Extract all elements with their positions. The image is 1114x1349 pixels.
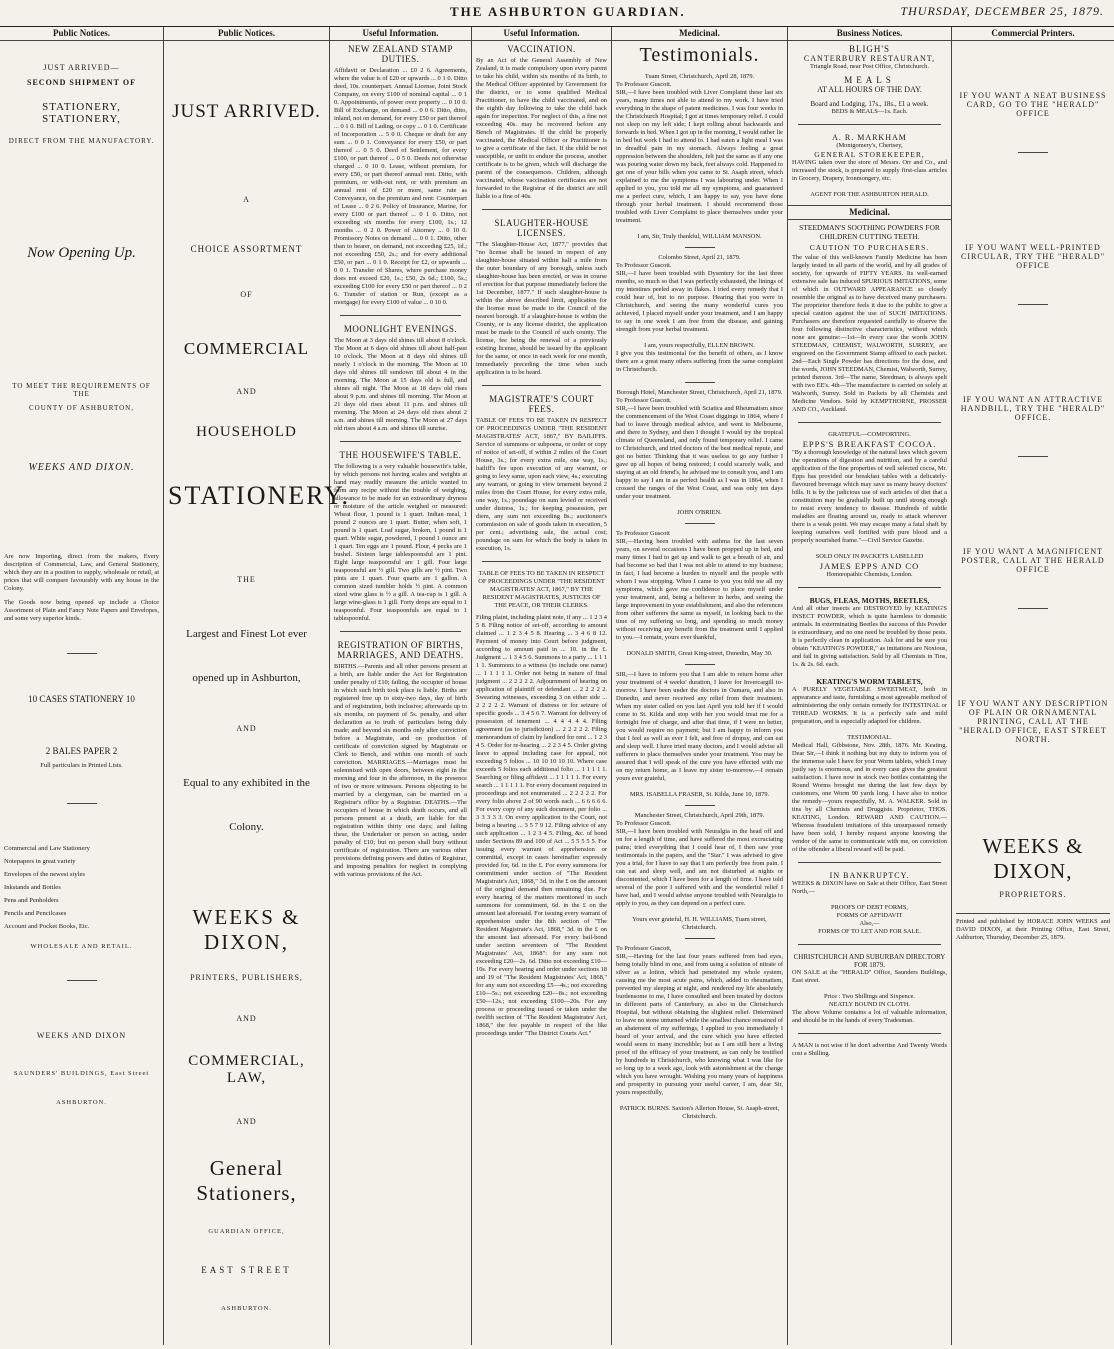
epps-company: JAMES EPPS AND CO — [819, 561, 920, 571]
moonlight-text: The Moon at 3 days old shines till about 8 o'clock. The Moon at 6 days old shines till about half-past 10 o'clock. The Moon at 8 days old shines till nearly 1 o'clock in the morning. The Moon at 10 days old shines till sundown till about 4 in the morning. The Moon at 15 days old is full, and shines all night. The Moon at 18 days old rises about 9 p.m. and shines till morning. The Moon at 21 days old rises about 11 p.m. and shines till morning. The Moon at 24 days old rises about 2 a.m. and shines till morning. The Moon at 27 days old rises about 4 a.m. and shines till sunrise. — [334, 337, 467, 432]
slaughter-text: "The Slaughter-House Act, 1877," provides that "no license shall be issued in respect of any slaughter-house situated within half a mile from the outer boundary of any borough, unless such slaughter-house has been erected, or was in course of erection for that purpose immediately before the 1st December, 1877." If such slaughter-house is within the above described limit, application for the license must be made to the Council of the nearest borough. If a slaughter-house is within the County, or is any license district, the application must be made to the Council of such county. The license, fee being the renewal of a previously existing license, should be issued by the applicant for the same, or once in each week for one month, immediately preceding the time when such application is to be heard. — [476, 241, 607, 376]
divider — [1018, 456, 1048, 457]
divider — [1018, 608, 1048, 609]
testimonial-to: To Professor Guscott — [616, 530, 670, 537]
advertise-text: A MAN is not wise if he don't advertise And Twenty Words cost a Shilling. — [792, 1042, 947, 1057]
direct-manufactory: DIRECT FROM THE MANUFACTORY. — [8, 137, 155, 145]
testimonial-signature: DONALD SMITH, Great King-street, Dunedin, May 30. — [626, 650, 773, 657]
testimonial-address: Colombo Street, April 21, 1879. — [658, 254, 741, 261]
wholesale-retail: WHOLESALE AND RETAIL. — [30, 943, 133, 950]
commercial-heading: COMMERCIAL — [183, 339, 310, 358]
text-and: AND — [236, 387, 257, 396]
text-of: OF — [240, 290, 253, 299]
stationery-heading: STATIONERY. — [168, 481, 350, 510]
testimonial-label: TESTIMONIAL. — [847, 734, 892, 741]
neatly-bound: NEATLY BOUND IN CLOTH. — [828, 1001, 911, 1008]
printing-ad: IF YOU WANT A MAGNIFICENT POSTER, CALL AT THE HERALD OFFICE — [961, 547, 1105, 574]
divider — [798, 944, 941, 945]
fees-table-text: Filing plaint, including plaint note, if any ... 1 2 3 4 5 8. Filing notice of set-off, according to amount claimed ... 1 2 3 4 5 8. Hearing ... 3 4 6 8 12. Payment of money into Court before judgment, according to amount paid in ... 10. in the £. Judgment ... 1 3 4 5 6. Summons to a party ... 1 1 1 1 1. Summons to a witness (to include one name) ... 1 1 1 1 1. Order not being in nature of final judgment ... 2 2 2 2 2. Adjournment of hearing on application of plaintiff or defendant ... 2 2 2 2 2. Swearing witnesses, exceeding 3 on either side ... 2 2 2 2 2. Warrant of distress or for seizure of specific goods ... 3 4 5 6 7. Warrant for delivery of possession of tenement ... 4 4 4 4 4. Filing agreement (as to jurisdiction) ... 2 2 2 2 2. Filing memorandum of claim by landlord for rent ... 1 2 3 4 5. Order for re-hearing ... 2 2 3 4 5. Order giving leave to appeal including case for appeal, not exceeding 5 folios ... 10 10 10 10 10. Where case exceeds 5 folios each additional folio ... 1 1 1 1 1. Searching or filing affidavit ... 1 1 1 1 1. For every search ... 1 1 1 1 1. For every document required in proceedings and not enumerated ... 2 2 2 2 2. For every folio above 2 of 90 words each ... 6 6 6 6 6. For every copy of any such document, per folio ... 3 3 3 3 3. On every application to the Court, not being a hearing ... 3 5 7 9 12. Filing advice of any such application ... 1 2 3 4 5. Filing, &c. of bond under Sections 89 and 100 of Act ... 5 5 5 5 5. For issuing every warrant of apprehension or committal, except in cases hereinafter expressly provided for, 6d. in the £. For every summons for commitment under section of "The Resident Magistrate's Act, 1868," 3d. in the £ on the amount of the original demand then remaining due. For every hearing of the matters mentioned in such summons for commitment, 6d. in the £ on the amount last aforesaid. For issuing every warrant of apprehension under the 8th section of "The Resident Magistrate's Act, 1868," 3d. in the £ on the amount last aforesaid. For every bail-bond under section seventeen of "The Resident Magistrates' Act, 1868": for any sum not exceeding £20—2s. 6d. Ditto not exceeding £10—10s. For every hearing and order under sections 18 and 19 of "The Resident Magistrates' Act, 1868," for any sum not exceeding £5—4s.; not exceeding £10—5s.; not exceeding £20—8s.; not exceeding £50—12s.; not exceeding £100—20s. For any process or proceeding issued or taken under the twelfth section of "The Resident Magistrates' Act, 1868," the fee payable in respect of the like proceedings under "The District Courts Act." — [476, 614, 607, 1037]
worm-tablets-title: KEATING'S WORM TABLETS, — [816, 677, 923, 686]
bankruptcy-title: IN BANKRUPTCY. — [829, 871, 910, 880]
divider — [340, 315, 461, 316]
divider — [685, 382, 715, 383]
list-item: Commercial and Law Stationery — [4, 845, 90, 852]
vaccination-title: VACCINATION. — [507, 44, 576, 54]
stationery-list — [4, 842, 159, 933]
sold-only: SOLD ONLY IN PACKETS LABELLED — [815, 553, 924, 560]
divider — [482, 561, 601, 562]
testimonial-text: SIR,—Having for the last four years suffered from bad eyes, being totally blind in one, and from using a solution of nitrate of silver as a lotion, which had penetrated my whole system, causing me the most acute pains, which, added to rheumatism, prevented my sleeping at night, and rendered my life absolutely burdensome to me, I have consulted and been treated by doctors in different parts of Canterbury, as also in the Christchurch Hospital, but without obtaining the slightest relief. Determined to leave no stone unturned while the smallest chance remained of an abatement of my sufferings, I applied to you immediately I heard of your arrival, and the cure which you have effected would seem to many incredible; but as I am still here a living proof of the efficacy of your treatment, as can only be testified by hundreds in Christchurch, who knowing what I was like for so long up to a week ago, look with astonishment at the change which you have wrought. Wishing you many years of happiness and prosperity in pursuing your useful career, I am, dear Sir, yours respectfully, — [616, 953, 783, 1096]
testimonial-text: SIR,—I have been troubled with Dysentery for the last three months, so much so that I was perfectly exhausted, the linings of my intestines peeled away in flakes. I tried every remedy that I could hear of, but to no purpose. Hearing that you were in Christchurch, and seeing the many wonderful cures you achieved, I placed myself under your treatment, and I am happy to say in one week I am free from the disease, and gaining strength from your herbal treatment. — [616, 270, 783, 333]
choice-assortment: CHOICE ASSORTMENT — [190, 244, 303, 254]
weeks-dixon-heading: WEEKS & DIXON, — [192, 905, 301, 954]
all-hours: AT ALL HOURS OF THE DAY. — [817, 85, 922, 94]
printers-publishers: PRINTERS, PUBLISHERS, — [190, 973, 303, 982]
text-the: THE — [237, 575, 256, 584]
stamp-duties-text: Affidavit or Declaration ... £0 2 6. Agreements, where the value is of £20 or upwards ... 0 1 0. Ditto deed, 10s. counterpart. Annual License, Joint Stock Company, on every £100 of nominal capital ... 0 1 0. Appointments, of power over property ... 0 10 0. Bill of Exchange, on demand ... 0 0 6. Ditto, ditto, inland, not on demand, for every £50 or part thereof ... 0 1 0. Bill of Lading, or copy ... 0 1 0. Certificate of Incorporation ... 5 0 0. Cheque or draft for any sum ... 0 0 1. Conveyance for every £50, or part thereof ... 0 5 0. Deed of Settlement, for every £100, or part thereof ... 0 5 0. Deeds not otherwise charged ... 0 10 0. Lease, without premium, for every £50, or part thereof annual rent. Ditto, with premium, or with-out rent, or with premium an annual rent of £20 or more, same rate as Conveyance, on the premium and rent: Counterpart of Lease ... 0 2 6. Policy of Insurance, Marine, for every £100 or part thereof ... 0 1 0. Ditto, not exceeding six months for every £100, 1s.; 12 months ... 0 2 0. Power of Attorney ... 0 10 0. Promissory Notes on demand ... 0 0 1. Ditto, other than to bearer, on demand, not exceeding £25, 1d.; not exceeding £50, 2s.; and for every additional £50, or part ... 0 1 0. Receipt for £2, or upwards ... 0 0 1. Transfer of Shares, where purchase money does not exceed £20, 1s.; £50, 2s 6d.; £100, 5s.; exceeding £100 for every £50 or part thereof ... 0 2 6. Transfer of station or Run, (except as a mortgage) for every £100 of value ... 0 10 0. — [334, 67, 467, 306]
restaurant-address: Triangle Road, near Post Office, Christchurch. — [810, 63, 929, 70]
household-heading: HOUSEHOLD — [196, 424, 297, 440]
worm-testimonial: Medical Hall, Gibbstone, Nov. 28th, 1876. Mr. Keating. Dear Sir,—I think it nothing but my duty to inform you of the immense sale I have for your Worm tablets, which I may justly say is enormous, and in every case gives the greatest satisfaction. I have now in stock two bottles containing the Round Worms brought me during the last few days by customers, one Worm 90 yards long. I have also to notice the remedy—yours respectfully, M. A. WALKER. Sold in tins by all Chemists and Druggists. Proprietor, THOS. KEATING, London. REWARD AND CAUTION.—Whereas fraudulent imitations of this unsurpassed remedy have been sold, I hereby request anyone knowing the vendor of the same to communicate with me, on conviction of the offender a liberal reward will be paid. — [792, 742, 947, 853]
to-meet-requirements: TO MEET THE REQUIREMENTS OF THE — [12, 382, 151, 398]
printing-ad: IF YOU WANT A NEAT BUSINESS CARD, GO TO THE "HERALD" OFFICE — [959, 91, 1107, 118]
testimonial-signature: MRS. ISABELLA FRASER, St. Kilda, June 10, 1879. — [629, 791, 770, 798]
east-street: EAST STREET — [201, 1265, 292, 1275]
equal-to-any: Equal to any exhibited in the — [183, 777, 310, 789]
ashburton: ASHBURTON. — [221, 1305, 272, 1312]
weeks-and-dixon: WEEKS AND DIXON. — [28, 462, 135, 473]
registration-title: REGISTRATION OF BIRTHS, MARRIAGES, AND DEATHS. — [337, 640, 464, 660]
divider — [340, 441, 461, 442]
testimonial-signature: I am, yours respectfully, ELLEN BROWN. — [644, 342, 755, 349]
testimonial-to: To Professor Guscott. — [616, 81, 672, 88]
divider — [482, 385, 601, 386]
now-opening: Now Opening Up. — [27, 245, 136, 261]
grateful-comforting: GRATEFUL—COMFORTING. — [828, 431, 911, 438]
issue-date: THURSDAY, DECEMBER 25, 1879. — [900, 4, 1104, 18]
column-public-notices-2 — [164, 27, 350, 1345]
testimonial-address: Borough Hotel, Manchester Street, Christchurch, April 21, 1879. — [616, 389, 783, 396]
text-a: A — [243, 195, 250, 204]
stamp-duties-title: NEW ZEALAND STAMP DUTIES. — [347, 44, 454, 64]
markham-name: A. R. MARKHAM — [832, 133, 907, 142]
divider — [67, 980, 97, 981]
printing-ad: IF YOU WANT AN ATTRACTIVE HANDBILL, TRY THE "HERALD" OFFICE. — [960, 395, 1106, 422]
second-shipment: SECOND SHIPMENT OF — [27, 78, 136, 87]
stationery-heading: STATIONERY, STATIONERY, — [42, 101, 121, 125]
column-header: Useful Information. — [472, 27, 611, 41]
directory-title: CHRISTCHURCH AND SUBURBAN DIRECTORY FOR 1879. — [793, 953, 946, 969]
testimonial-text: I give you this testimonial for the benefit of others, as I know there are a great many others suffering from the same complaint in Christchurch. — [616, 350, 783, 373]
testimonial-signature: PATRICK BURNS. Saxton's Allerton House, St. Asaph-street, Christchurch. — [619, 1105, 780, 1120]
divider — [482, 209, 601, 210]
list-item: Notepapers in great variety — [4, 858, 76, 865]
list-item: Envelopes of the newest styles — [4, 871, 85, 878]
steedman-title: STEEDMAN'S SOOTHING POWDERS FOR CHILDREN CUTTING TEETH. — [799, 223, 940, 241]
markham-text: HAVING taken over the store of Messrs. Orr and Co., and increased the stock, is prepared to supply first-class articles in Grocery, Drapery, Ironmongery, etc. — [792, 159, 947, 182]
testimonial-text: SIR,—I have been troubled with Neuralgia in the head off and on for a length of time, and have suffered the most excruciating pains; tried everything that I could hear of, I then saw your testimonials in the papers, and the "Star." I was advised to give you a trial, for I have to say that I am perfectly free from pain. I can eat and sleep well, and am not disturbed at nights or discontented, which I have been for a length of time. I have told several of the poor I suffered with and the wonderful relief I have had, and I would advise anyone troubled with Neuralgia to apply to you, as they can depend on a perfect cure. — [616, 828, 783, 907]
bankruptcy-text: WEEKS & DIXON have on Sale at their Office, East Street North,— — [792, 880, 947, 895]
list-item: Pens and Penholders — [4, 897, 59, 904]
court-fees-text: TABLE OF FEES TO BE TAKEN IN RESPECT OF PROCEEDINGS UNDER "THE RESIDENT MAGISTRATES' ACT, 1867," BY BAILIFFS. Service of summons or subpoena, or order or copy of notice of set-off, if within 2 miles of the Court House, 3s.; for every extra mile, one way, 1s.; bailiff's fee upon execution of any warrant, or going to levy same, upon each view, 4s.; executing any warrant, or going to view tenement beyond 2 miles from the Court House, for every extra mile, one way, 1s.; poundage on sum levied or received under distress, 1s.; for keeping possession, per diem, any sum not exceeding 8s.; auctioneer's commission on sale of goods taken in execution, 5 per cent.; advertising sale, the actual cost; poundage on sum for which the body is taken in execution, 1s. — [476, 417, 607, 552]
testimonial-signature: I am, Sir, Truly thankful, WILLIAM MANSON. — [637, 233, 762, 240]
testimonial-to: To Professor Guscott. — [616, 820, 672, 827]
column-useful-information-2 — [472, 27, 612, 1345]
column-public-notices-1 — [0, 27, 164, 1345]
epps-text: "By a thorough knowledge of the natural laws which govern the operations of digestion and nutrition, and by a careful application of the fine properties of well selected cocoa, Mr. Epps has provided our breakfast tables with a delicately-flavoured beverage which may save us many heavy doctors' bills. It is by the judicious use of such articles of diet that a constitution may be gradually built up until strong enough to resist every tendency to disease. Hundreds of subtle maladies are floating around us, ready to attack wherever there is a weak point. We may escape many a fatal shaft by keeping ourselves well fortified with pure blood and a properly nourished frame."—Civil Service Gazette. — [792, 449, 947, 544]
testimonial-text: SIR,—I have been troubled with Liver Complaint these last six years, many times not able to attend to my work. I have tried everything in the shape of patent medicines. I was four weeks in the Christchurch Hospital; I got at times temporary relief. I could not sleep on my left side; I kept rolling about backwards and forwards in bed. When I got up in the morning, I would rather lie in bed but work I had to attend to. I had eaten a light meal I was in dreadful pain in my stomach. Always feeling a great oppression between the shoulders, felt just the same as if any one was pouring water down my back, feet always cold. Happened to get one of your bills when you came to St. Asaph street, which explained to me the symptoms I was labouring under. When I applied to you, you told me all my symptoms, and guaranteed me a perfect cure, which, I am happy to say, you have done through your herbal treatment. I should recommend those troubled with Liver Complaint to place themselves under your treatment. — [616, 89, 783, 224]
agent-herald: AGENT FOR THE ASHBURTON HERALD. — [810, 191, 929, 198]
bales-paper: 2 BALES PAPER 2 — [45, 746, 118, 756]
divider — [685, 664, 715, 665]
meals: MEALS — [844, 75, 895, 85]
imprint: Printed and published by HORACE JOHN WEEKS and DAVID DIXON, at their Printing Office, East Street, Ashburton, Thursday, December 25, 1879. — [956, 913, 1110, 942]
list-item: Inkstands and Bottles — [4, 884, 61, 891]
divider — [685, 247, 715, 248]
vaccination-text: By an Act of the General Assembly of New Zealand, it is made compulsory upon every parent to take his child, within six months of its birth, to the Medical Officer appointed by Government for the district, or to some qualified Medical Practitioner, to have the child vaccinated, and on the eighth day following to take the child back again for inspection. For neglect of this, a fine not exceeding 40s. may be recovered before any Bench of Magistrates. If the child be properly vaccinated, the Medical Officer or Practitioner is to give a certificate of the fact. If the child be not susceptible, or unfit to endure the process, another certificate is to be given, which will discharge the parent of the consequences. Children, although vaccinated, whose vaccination certificates are not forwarded to the Registrar of the district are still liable to a fine of 40s. — [476, 57, 607, 200]
testimonials-title: Testimonials. — [639, 44, 760, 66]
text-and-2: AND — [236, 724, 257, 733]
fees-table-title: TABLE OF FEES TO BE TAKEN IN RESPECT OF PROCEEDINGS UNDER "THE RESIDENT MAGISTRATES' ACT, 1867," BY THE RESIDENT MAGISTRATES, JUSTICES OF THE PEACE, OR THEIR CLERKS. — [478, 570, 605, 609]
text-and-4: AND — [236, 1117, 257, 1126]
proofs-of-debt: PROOFS OF DEBT FORMS, — [831, 904, 908, 911]
printing-ad: IF YOU WANT ANY DESCRIPTION OF PLAIN OR ORNAMENTAL PRINTING, CALL AT THE "HERALD OFFICE, EAST STREET NORTH. — [957, 699, 1109, 744]
medicinal-header: Medicinal. — [788, 205, 951, 220]
testimonial-to: To Professor Guscott. — [616, 262, 672, 269]
caution-title: CAUTION TO PURCHASERS. — [809, 243, 930, 252]
directory-on-sale: ON SALE at the "HERALD" Office, Saunders Buildings, East street. — [792, 969, 947, 984]
just-arrived-heading: JUST ARRIVED. — [172, 101, 321, 122]
column-header: Medicinal. — [612, 27, 787, 41]
column-header: Useful Information. — [330, 27, 471, 41]
beds-meals: BEDS & MEALS—1s. Each. — [831, 108, 908, 115]
proprietors: PROPRIETORS. — [999, 890, 1067, 899]
just-arrived-line: JUST ARRIVED— — [43, 63, 120, 72]
moonlight-title: MOONLIGHT EVENINGS. — [343, 324, 458, 334]
testimonial-text: SIR,—I have to inform you that I am able to return home after your treatment of 4 weeks' duration, I leave for Invercargill to-morrow. I have been under the doctors in Oamaru, and also in Dunedin, and never received any relief from their treatment. When my sister called on you last April you told her if I would come to St. Kilda and stop with her you would treat me for a fortnight free of charge, and after that time, if I were no better, you would require no payment; but I am happy to inform you that I feel as well as ever I felt, and free of dropsy, and can eat and sleep well. I have tried many doctors, and I would advise all sufferers to place themselves under your treatment. You may be assured that I will speak of the cure you have effected with me on my return home, as I leave my sister to-morrow.—I remain yours ever grateful, — [616, 671, 783, 782]
testimonial-address: Tuam Street, Christchurch, April 28, 1879. — [644, 73, 755, 80]
housewife-text: The following is a very valuable housewife's table, by which persons not having scales and weights at hand may readily measure the article wanted to form any recipe without the trouble of weighing, allowance to be made for an extraordinary dryness or moisture of the article weighed or measured: Wheat flour, 1 pound is 1 quart. Indian meal, 1 pound 2 ounces are 1 quart. Butter, when soft, 1 pound is 1 quart. Loaf sugar, broken, 1 pound is 1 quart. White sugar, powdered, 1 pound 1 ounce are 1 quart. Ten eggs are 1 pound. Flour, 4 pecks are 1 bushel. Sixteen large tablespoonsful are 1 pint. Eight large teaspoonsful are 1 gill. Four large teaspoonsful are ½ gill. Two gills are ½ pint. Two pints are 1 quart. Four quarts are 1 gallon. A common sized tumbler holds ½ pint. A common sized wine glass is ½ a gill. A tea-cup is 1 gill. A large wine-glass is 1 gill. Forty drops are equal to 1 teaspoonful. Four teaspoonfuls are equal to 1 tablespoonful. — [334, 463, 467, 622]
forms-to-let: FORMS OF TO LET AND FOR SALE. — [818, 928, 921, 935]
commercial-law: COMMERCIAL, LAW, — [188, 1053, 305, 1086]
opened-up: opened up in Ashburton, — [192, 672, 301, 684]
steedman-text: The value of this well-known Family Medicine has been largely tested in all parts of the world, and by all grades of society, for upwards of FIFTY YEARS. Its well-earned extensive sale has induced SPURIOUS IMITATIONS, some of which in OUTWARD APPEARANCE so closely resemble the original as to have deceived many purchasers. The proprietor therefore feels it due to the public to give a special caution against the use of SUCH IMITATIONS. Purchasers are therefore requested carefully to observe the four following distinctive characteristics, without which none are genuine:—1st—In every case the words JOHN STEEDMAN, CHEMIST, WALWORTH, SURREY, are engraved on the Government Stamp affixed to each packet. 2nd—Each Single Powder has directions for the dose, and the words, JOHN STEEDMAN, Chemist, Walworth, Surrey, printed thereon. 3rd—The name, Steedman, is always spelt with two EE's. 4th—The manufacture is carried on solely at Walworth, Surrey. Sold in Packets by all Chemists and Medicine Vendors. Sold by KEMPTHORNE, PROSSER AND CO., Auckland. — [792, 254, 947, 413]
goods-notice: The Goods now being opened up include a Choice Assortment of Plain and Fancy Note Papers and Envelopes, and some very superior kinds. — [4, 599, 159, 622]
epps-cocoa: EPPS'S BREAKFAST COCOA. — [802, 439, 937, 449]
county-ashburton: COUNTY OF ASHBURTON, — [29, 404, 134, 412]
bugs-title: BUGS, FLEAS, MOTHS, BEETLES, — [809, 596, 930, 605]
column-header: Business Notices. — [788, 27, 951, 41]
volume-text: The above Volume contains a lot of valuable information, and should be in the hands of every Tradesman. — [792, 1009, 947, 1024]
column-header: Public Notices. — [0, 27, 163, 41]
markham-address: (Montgomery's, Chertsey, — [836, 142, 903, 149]
footer-town: ASHBURTON. — [56, 1099, 107, 1106]
slaughter-title: SLAUGHTER-HOUSE LICENSES. — [494, 218, 589, 238]
colony: Colony. — [229, 821, 264, 833]
divider — [798, 587, 941, 588]
divider — [685, 805, 715, 806]
divider — [798, 422, 941, 423]
divider — [1018, 304, 1048, 305]
footer-buildings: SAUNDERS' BUILDINGS, East Street — [13, 1070, 150, 1077]
testimonial-text: SIR,—Having been troubled with asthma for the last seven years, on several occasions I have been propped up in bed, and many times I had to get up and walk to get a breath of air, and had become so bad that I was not able to attend to my business; in fact, I had become a burden to myself and the people with whom I was stopping. When I came to you you told me all my symptoms, which gave me confidence to place myself under your treatment, and, being a believer in herbs, and seeing the large improvement in your establishment, and also the references from other sufferers the same as myself, in looking back to the time of my suffering so long, and spending so much money without receiving any benefit from the treatment until I applied to you.—I remain, yours ever thankful, — [616, 538, 783, 641]
worm-tablets-text: A PURELY VEGETABLE SWEETMEAT, both in appearance and taste, furnishing a most agreeable method of administering the only certain remedy for INTESTINAL or THREAD WORMS. It is a perfectly safe and mild preparation, and is especially adapted for children. — [792, 686, 947, 725]
registration-text: BIRTHS.—Parents and all other persons present at a birth, are liable under the Act for Registration under penalty of £10; failing, the occupier of house in which such birth took place is liable. Births are registered free up to sixty-two days, day of birth and of registration, both inclusive; afterwards up to six months, on payment of 5s. penalty, and after declaration as to truth of particulars being duly made; and beyond six months only after conviction before a Magistrate, and on production of certificate of conviction signed by Magistrate or Clerk to Bench, and within one month of such conviction. MARRIAGES.—Marriages must be solemnised with open doors, between eight in the morning and four in the afternoon, in the presence of two or more witnesses. Persons objecting to be married by a clergyman, can be married on a Registrar's office by a Registrar. DEATHS.—The occupiers of house in which death occurs, and all persons present at a death, are liable for the registration within thirty one days; and failing these, the Undertaker or person so acting, under penalty of £10; but no person shall bury without certificate of registration. There are various other provisions defining powers and duties of Registrar, and imposing penalties for neglect in complying with various provisions of the Act. — [334, 663, 467, 878]
divider — [798, 1033, 941, 1034]
guardian-office: GUARDIAN OFFICE, — [208, 1228, 285, 1235]
printing-ad: IF YOU WANT WELL-PRINTED CIRCULAR, TRY THE "HERALD" OFFICE — [961, 243, 1105, 270]
list-item: Account and Pocket Books, Etc. — [4, 923, 90, 930]
column-business-notices — [788, 27, 952, 1345]
divider — [798, 124, 941, 125]
footer-firm: WEEKS AND DIXON — [36, 1031, 127, 1040]
column-header: Public Notices. — [164, 27, 329, 41]
testimonial-to: To Professor Guscott, — [616, 945, 672, 952]
testimonial-signature: Yours ever grateful, H. H. WILLIAMS, Tuam street, Christchurch. — [632, 916, 767, 931]
divider — [798, 862, 941, 863]
divider — [685, 523, 715, 524]
weeks-dixon-heading: WEEKS & DIXON, — [982, 834, 1084, 883]
divider — [340, 631, 461, 632]
list-item: Pencils and Pencilcases — [4, 910, 67, 917]
divider — [685, 938, 715, 939]
forms-affidavit: FORMS OF AFFIDAVIT — [836, 912, 903, 919]
largest-lot: Largest and Finest Lot ever — [186, 628, 307, 640]
directory-price: Price : Two Shillings and Sixpence. — [823, 993, 916, 1000]
importing-notice: Are now Importing, direct from the makers, Every description of Commercial, Law, and General Stationery, which they are in a position to supply, wholesale or retail, at prices that will compare favourably with any house in the Colony. — [4, 553, 159, 592]
masthead — [0, 0, 1114, 27]
cases-stationery: 10 CASES STATIONERY 10 — [28, 694, 135, 704]
divider — [67, 803, 97, 804]
general-stationers: General Stationers, — [196, 1156, 297, 1205]
housewife-title: THE HOUSEWIFE'S TABLE. — [339, 450, 462, 460]
testimonial-to: To Professor Guscott. — [616, 397, 672, 404]
homeopathic: Homœopathic Chemists, London. — [826, 571, 913, 578]
testimonial-signature: JOHN O'BRIEN. — [677, 509, 722, 516]
particulars: Full particulars in Printed Lists. — [40, 762, 123, 769]
divider — [1018, 152, 1048, 153]
newspaper-title: THE ASHBURTON GUARDIAN. — [450, 4, 686, 19]
also: Also,— — [859, 920, 880, 927]
court-fees-title: MAGISTRATE'S COURT FEES. — [489, 394, 594, 414]
testimonial-address: Manchester Street, Christchurch, April 29th, 1879. — [634, 812, 765, 819]
divider — [67, 653, 97, 654]
column-header: Commercial Printers. — [952, 27, 1114, 41]
restaurant-name: CANTERBURY RESTAURANT, — [803, 54, 936, 63]
column-commercial-printers — [952, 27, 1114, 1345]
board-lodging: Board and Lodging, 17s., 18s., £1 a week. — [810, 100, 929, 108]
column-useful-information-1 — [330, 27, 472, 1345]
general-storekeeper: GENERAL STOREKEEPER, — [814, 150, 925, 159]
text-and-3: AND — [236, 1014, 257, 1023]
column-medicinal-testimonials — [612, 27, 788, 1345]
testimonial-text: SIR,—I have been troubled with Sciatica and Rheumatism since the commencement of the West Coast diggings in 1864, where I had to leave through medical advice, and went to Melbourne, and there to Sydney, and then I thought I would try the tropical climate of Queensland, and only found temporary relief. I came to Christchurch, and tried doctors of the best medical repute, and got no better. Thinking that it was useless to go any further I gave up all hopes of being restored; I could scarcely walk, and staying at an old friend's, he advised me to consult you, and I am happy to say I am in as perfect health as I was in 1864, when I crossed the ranges of the West Coast, and was only ten days under your treatment. — [616, 405, 783, 500]
blighs-name: BLIGH'S — [848, 44, 891, 54]
bugs-text: And all other insects are DESTROYED by KEATING'S INSECT POWDER, which is quite harmless to domestic animals. In exterminating Beetles the success of this Powder is extraordinary, and no one need be troubled by those pests. It is perfectly clean in application. Ask for and be sure you obtain "KEATING'S POWDER," as imitations are Noxious, and fail in giving satisfaction. Sold by all Chemists in Tins, 1s. & 2s. 6d. each. — [792, 605, 947, 668]
